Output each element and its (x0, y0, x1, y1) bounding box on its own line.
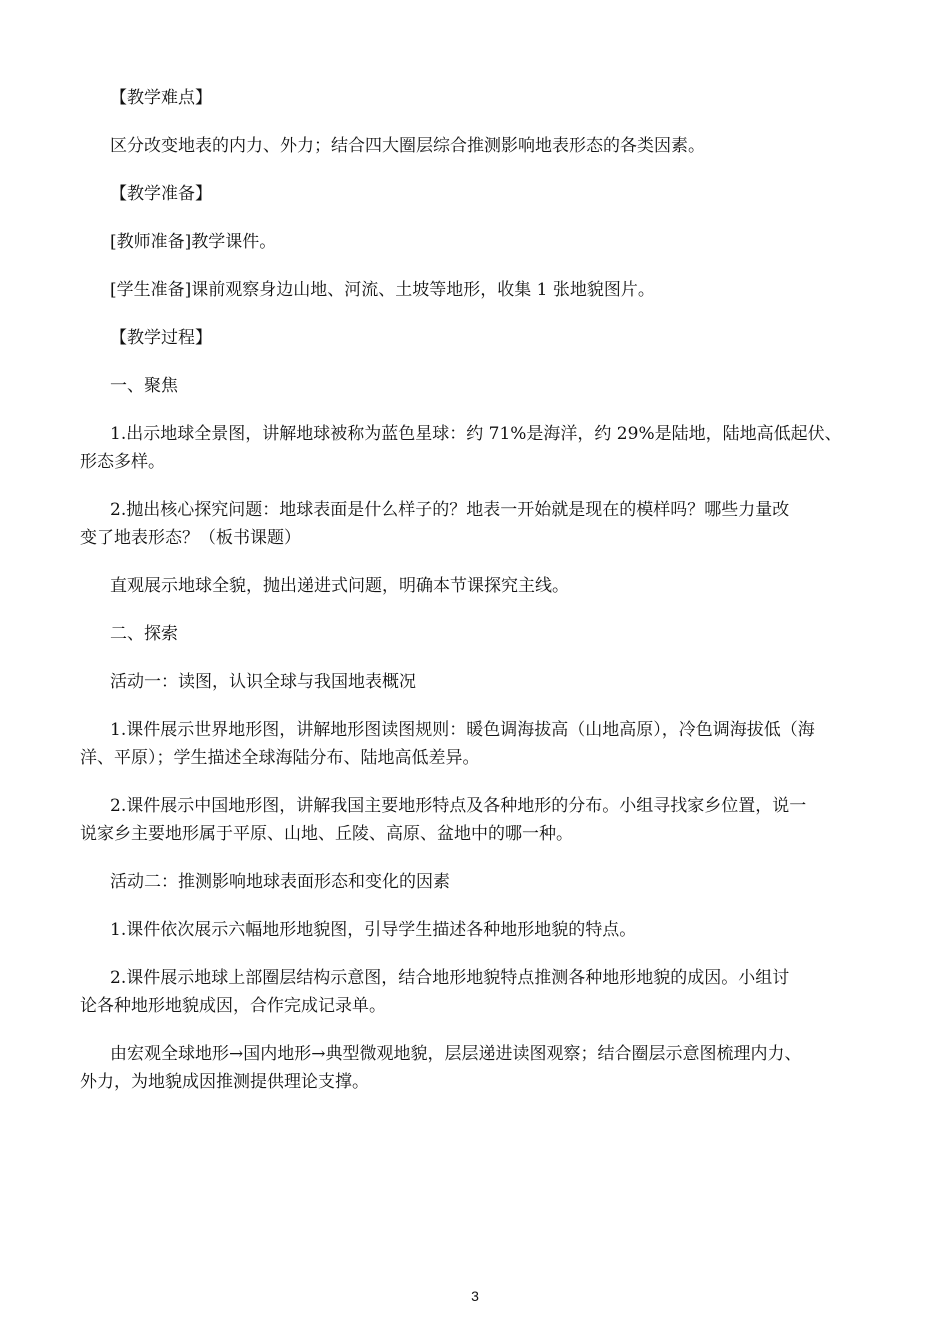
focus-heading: 一、聚焦 (110, 376, 178, 396)
activity-2-item-2-line-2: 论各种地形地貌成因，合作完成记录单。 (80, 996, 386, 1016)
summary-paragraph (80, 1040, 880, 1096)
activity-1-title: 活动一：读图，认识全球与我国地表概况 (110, 672, 416, 692)
document-body (80, 84, 880, 1096)
activity-1-item-1-line-1: 1.课件展示世界地形图，讲解地形图读图规则：暖色调海拔高（山地高原），冷色调海拔低（海 (110, 720, 815, 740)
activity-2-item-1: 1.课件依次展示六幅地形地貌图，引导学生描述各种地形地貌的特点。 (110, 920, 637, 940)
activity-1-item-1-line-2: 洋、平原）；学生描述全球海陆分布、陆地高低差异。 (80, 748, 480, 768)
focus-item-1 (80, 420, 880, 476)
activity-2-item-2 (80, 964, 880, 1020)
teacher-preparation: [教师准备]教学课件。 (110, 232, 277, 252)
activity-1-item-2-line-2: 说家乡主要地形属于平原、山地、丘陵、高原、盆地中的哪一种。 (80, 824, 573, 844)
focus-item-2-line-2: 变了地表形态？（板书课题） (80, 528, 301, 548)
section-heading-process: 【教学过程】 (110, 328, 212, 348)
focus-item-1-line-1: 1.出示地球全景图，讲解地球被称为蓝色星球：约 71%是海洋，约 29%是陆地，陆地高低起伏、 (110, 424, 842, 444)
activity-2-title: 活动二：推测影响地球表面形态和变化的因素 (110, 872, 450, 892)
focus-item-2 (80, 496, 880, 552)
page-number: 3 (471, 1288, 479, 1304)
activity-1-item-2 (80, 792, 880, 848)
focus-item-1-line-2: 形态多样。 (80, 452, 165, 472)
section-heading-difficulty: 【教学难点】 (110, 88, 212, 108)
explore-heading: 二、探索 (110, 624, 178, 644)
summary-line-1: 由宏观全球地形→国内地形→典型微观地貌，层层递进读图观察；结合圈层示意图梳理内力、 (110, 1044, 802, 1064)
activity-1-item-2-line-1: 2.课件展示中国地形图，讲解我国主要地形特点及各种地形的分布。小组寻找家乡位置，说一 (110, 796, 807, 816)
summary-line-2: 外力，为地貌成因推测提供理论支撑。 (80, 1072, 369, 1092)
focus-note: 直观展示地球全貌，抛出递进式问题，明确本节课探究主线。 (110, 576, 569, 596)
activity-1-item-1 (80, 716, 880, 772)
activity-2-item-2-line-1: 2.课件展示地球上部圈层结构示意图，结合地形地貌特点推测各种地形地貌的成因。小组讨 (110, 968, 790, 988)
section-heading-preparation: 【教学准备】 (110, 184, 212, 204)
difficulty-text: 区分改变地表的内力、外力；结合四大圈层综合推测影响地表形态的各类因素。 (110, 136, 705, 156)
focus-item-2-line-1: 2.抛出核心探究问题：地球表面是什么样子的？地表一开始就是现在的模样吗？哪些力量改 (110, 500, 790, 520)
student-preparation: [学生准备]课前观察身边山地、河流、土坡等地形，收集 1 张地貌图片。 (110, 280, 655, 300)
